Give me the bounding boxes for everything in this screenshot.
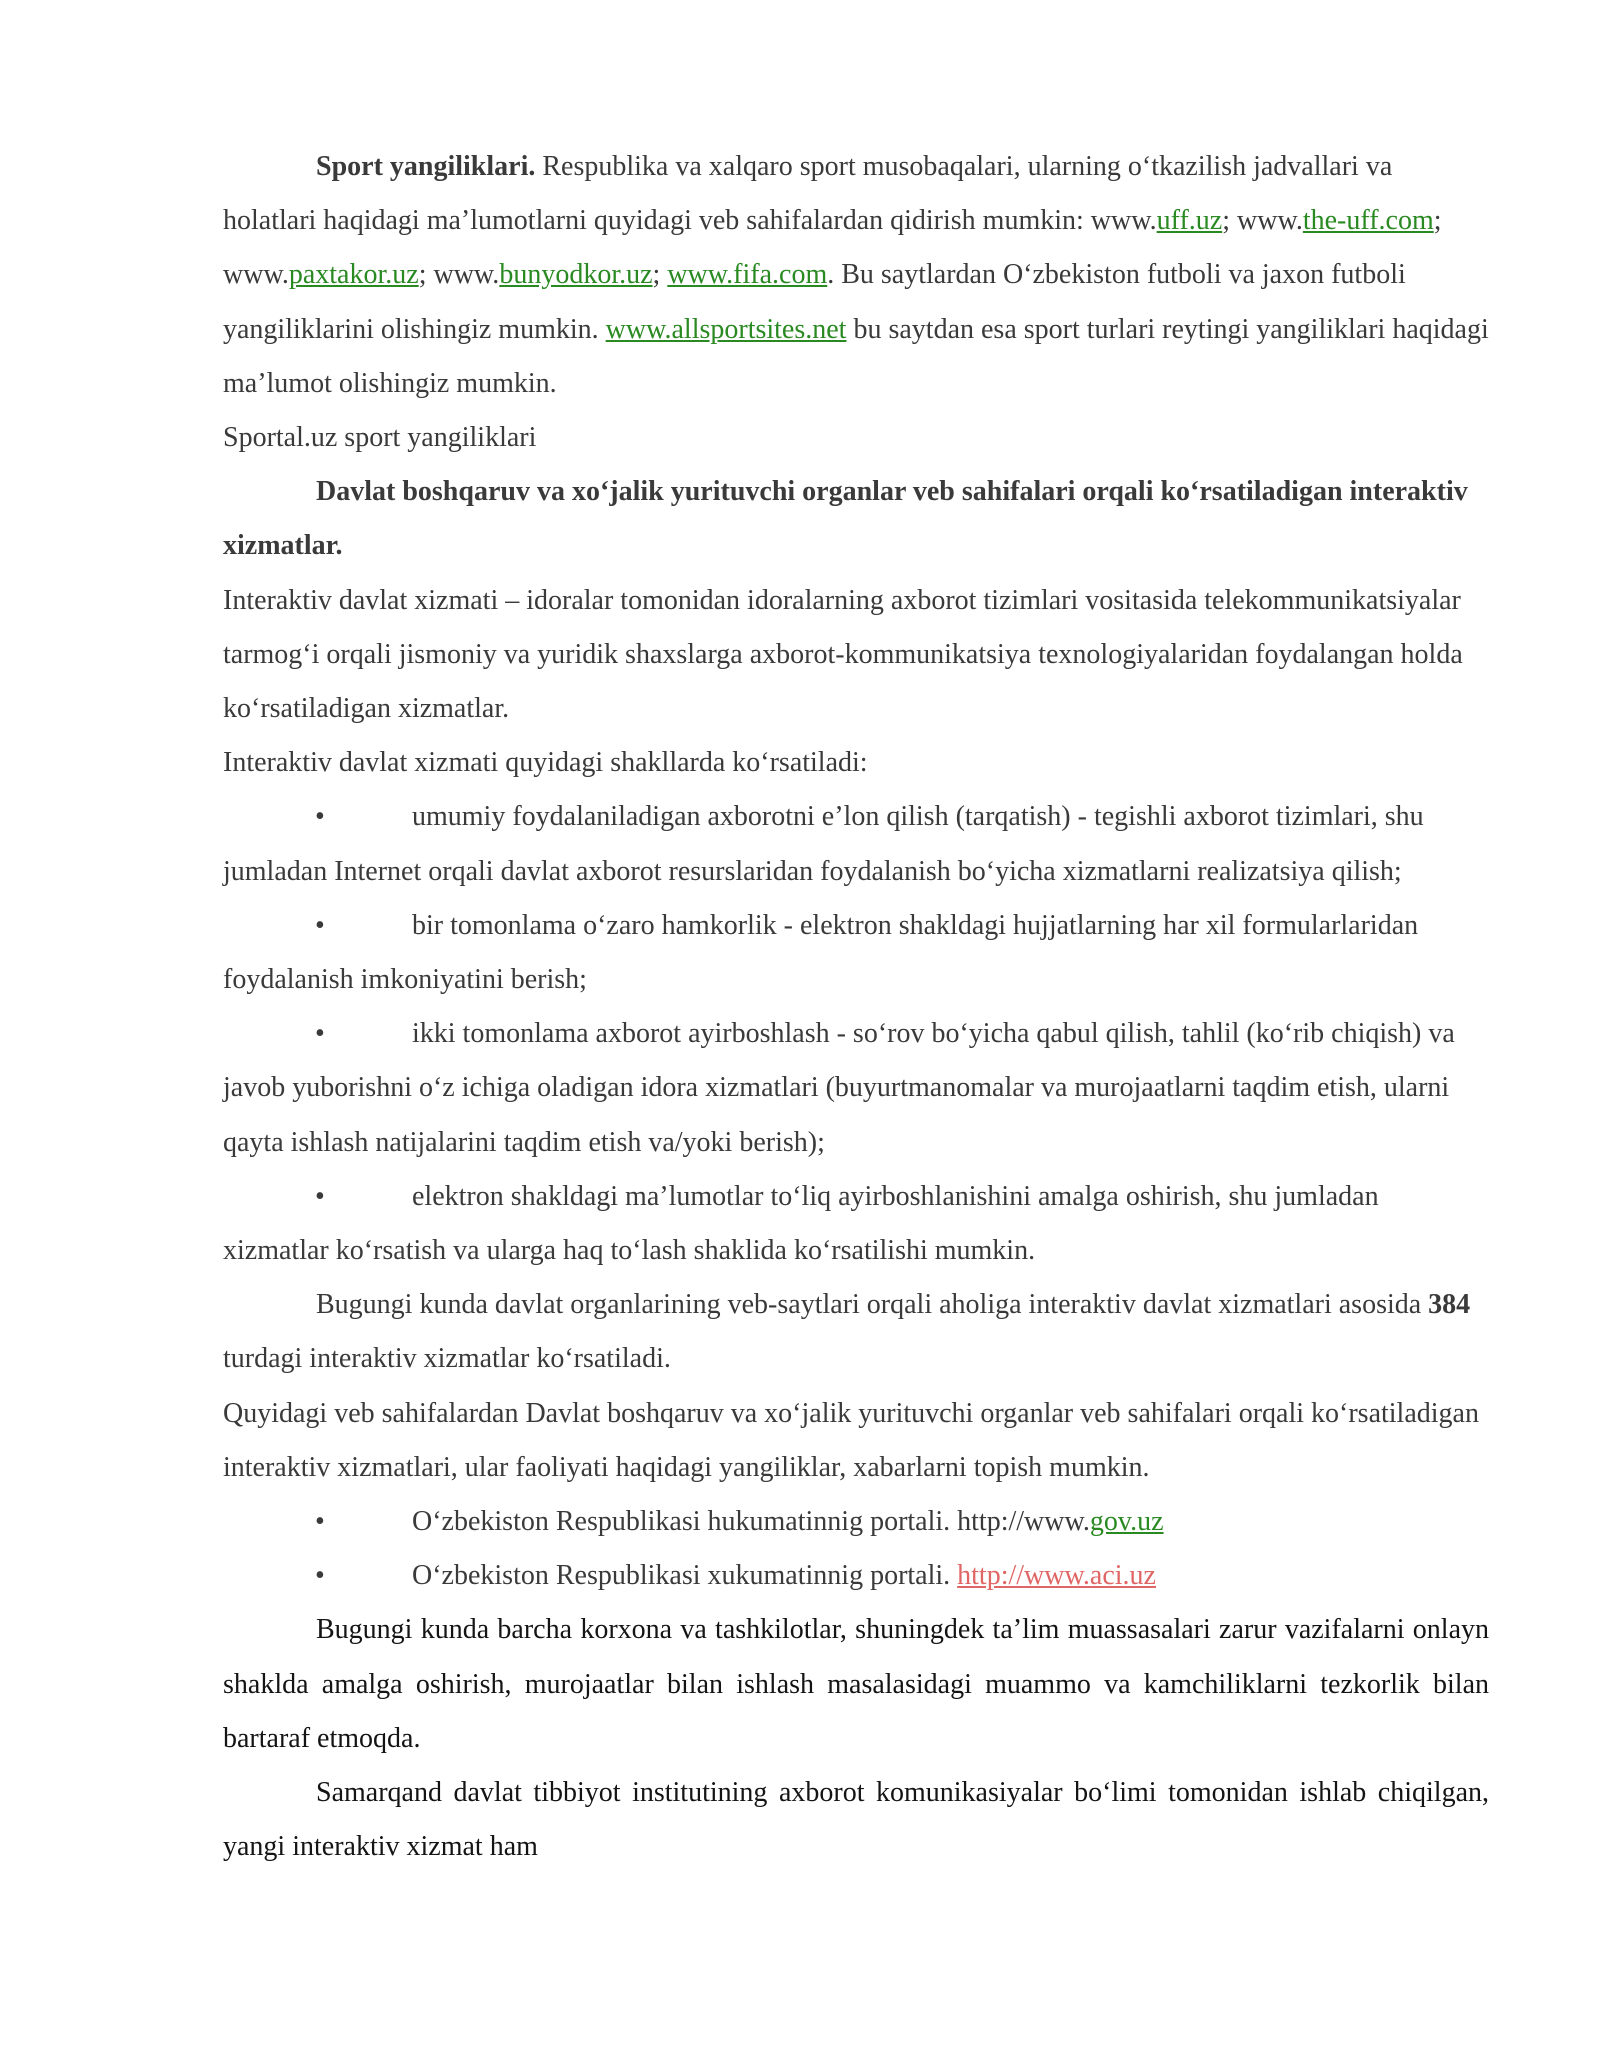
link-uff[interactable]: uff.uz <box>1156 205 1223 237</box>
sport-heading: Sport yangiliklari. <box>316 151 536 182</box>
sport-sep-2: ; www. <box>223 205 1442 291</box>
bugungi-paragraph-1 <box>223 1278 1489 1386</box>
list-item-text: ikki tomonlama axborot ayirboshlash - soʻrov boʻyicha qabul qilish, tahlil (koʻrib chiqish) va javob yuborishni oʻz ichiga oladigan idora xizmatlari (buyurtmanomalar va murojaatlarni taqdim etish, ularni qayta ishlash natijalarini taqdim etish va/yoki berish); <box>223 1018 1455 1158</box>
link-fifa[interactable]: www.fifa.com <box>667 259 828 291</box>
services-count: 384 <box>1428 1289 1471 1321</box>
quyidagi-paragraph: Quyidagi veb sahifalardan Davlat boshqaruv va xoʻjalik yurituvchi organlar veb sahifalari orqali koʻrsatiladigan interaktiv xizmatlari, ular faoliyati haqidagi yangiliklar, xabarlarni topish mumkin. <box>223 1397 1479 1483</box>
sport-sep-4: ; <box>652 259 668 291</box>
list-item <box>223 1007 1489 1170</box>
bullet-icon: • <box>315 1506 325 1538</box>
list-item <box>223 1549 1489 1603</box>
list-item <box>223 1170 1489 1278</box>
bullet-icon: • <box>315 909 325 941</box>
bugungi-after: turdagi interaktiv xizmatlar koʻrsatiladi. <box>223 1343 671 1375</box>
list-item <box>223 1495 1489 1549</box>
bugungi-before: Bugungi kunda davlat organlarining veb-saytlari orqali aholiga interaktiv davlat xizmatlari asosida <box>316 1289 1429 1321</box>
list-item-text: elektron shakldagi maʼlumotlar toʻliq ayirboshlanishini amalga oshirish, shu jumladan xizmatlar koʻrsatish va ularga haq toʻlash shaklida koʻrsatilishi mumkin. <box>223 1180 1379 1267</box>
bullet-icon: • <box>315 1018 325 1050</box>
samarqand-paragraph: Samarqand davlat tibbiyot institutining axborot komunikasiyalar boʻlimi tomonidan ishlab chiqilgan, yangi interaktiv xizmat ham <box>223 1777 1489 1863</box>
document-body <box>223 140 1489 1875</box>
list-item <box>223 899 1489 1007</box>
forms-intro: Interaktiv davlat xizmati quyidagi shakllarda koʻrsatiladi: <box>223 747 868 779</box>
sport-paragraph <box>223 140 1489 411</box>
sport-sep-3: ; www. <box>418 259 500 291</box>
link-gov-uz[interactable]: gov.uz <box>1089 1506 1164 1538</box>
sport-sep-1: ; www. <box>1222 205 1303 237</box>
portal-item-lead <box>223 1560 1156 1591</box>
sportal-line: Sportal.uz sport yangiliklari <box>223 422 537 454</box>
link-aci-uz[interactable]: http://www.aci.uz <box>957 1560 1156 1592</box>
bugungi-paragraph-2: Bugungi kunda barcha korxona va tashkilotlar, shuningdek taʼlim muassasalari zarur vazifalarni onlayn shaklda amalga oshirish, murojaatlar bilan ishlash masalasidagi muammo va kamchiliklarni tezkorlik bilan bartaraf etmoqda. <box>223 1614 1489 1754</box>
link-bunyodkor[interactable]: bunyodkor.uz <box>499 259 653 291</box>
interaktiv-definition: Interaktiv davlat xizmati – idoralar tomonidan idoralarning axborot tizimlari vositasida telekommunikatsiyalar tarmogʻi orqali jismoniy va yuridik shaxslarga axborot-kommunikatsiya texnologiyalaridan foydalangan holda koʻrsatiladigan xizmatlar. <box>223 584 1463 725</box>
link-paxtakor[interactable]: paxtakor.uz <box>288 259 419 291</box>
sport-text-3: bu saytdan esa sport turlari reytingi yangiliklari haqidagi maʼlumot olishingiz mumkin. <box>223 313 1489 399</box>
bullet-icon: • <box>315 1560 325 1592</box>
list-item <box>223 790 1489 898</box>
link-the-uff[interactable]: the-uff.com <box>1302 205 1434 237</box>
sport-text-1: Respublika va xalqaro sport musobaqalari, ularning oʻtkazilish jadvallari va holatlari haqidagi maʼlumotlarni quyidagi veb sahifalardan qidirish mumkin: www. <box>223 151 1393 237</box>
bullet-icon: • <box>315 801 325 833</box>
link-allsportsites[interactable]: www.allsportsites.net <box>605 313 847 345</box>
sport-text-2: . Bu saytlardan Oʻzbekiston futboli va jaxon futboli yangiliklarini olishingiz mumkin. <box>223 259 1406 345</box>
bullet-icon: • <box>315 1180 325 1212</box>
portal-text: Oʻzbekiston Respublikasi hukumatinnig portali. http://www. <box>412 1506 1090 1538</box>
list-item-text: umumiy foydalaniladigan axborotni eʼlon qilish (tarqatish) - tegishli axborot tizimlari, shu jumladan Internet orqali davlat axborot resurslaridan foydalanish boʻyicha xizmatlarni realizatsiya qilish; <box>223 801 1424 887</box>
list-item-text: bir tomonlama oʻzaro hamkorlik - elektron shakldagi hujjatlarning har xil formularlaridan foydalanish imkoniyatini berish; <box>223 909 1419 996</box>
portal-text: Oʻzbekiston Respublikasi xukumatinnig portali. <box>412 1560 958 1592</box>
portal-item-lead <box>223 1506 1164 1537</box>
davlat-heading: Davlat boshqaruv va xoʻjalik yurituvchi organlar veb sahifalari orqali koʻrsatiladigan interaktiv xizmatlar. <box>223 476 1468 562</box>
